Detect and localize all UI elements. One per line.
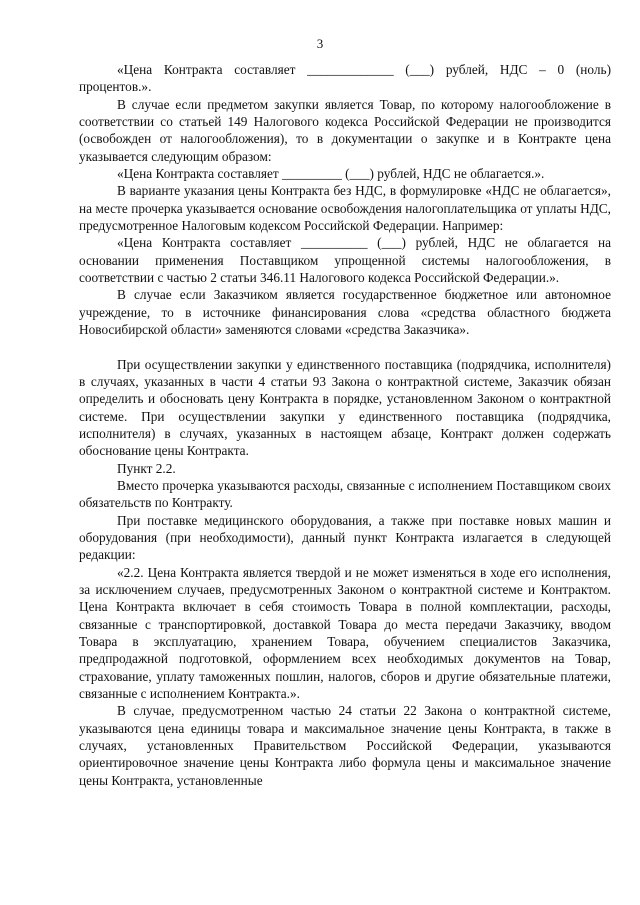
paragraph-tax-exempt-goods: В случае если предметом закупки является Товар, по которому налогообложение в соответствии со статьей 149 Налогового кодекса Российской Федерации не производится (освобожден от налогообложения), то в документации о закупке и в Контракте цена указывается следующим образом:	[79, 96, 611, 164]
paragraph-price-no-vat: «Цена Контракта составляет _________ (___) рублей, НДС не облагается.».	[117, 166, 545, 182]
paragraph-single-supplier: При осуществлении закупки у единственного поставщика (подрядчика, исполнителя) в случаях, указанных в части 4 статьи 93 Закона о контрактной системе, Заказчик обязан определить и обосновать цену Контракта в порядке, установленном Законом о контрактной системе. При осуществлении закупки у единственного поставщика (подрядчика, исполнителя) в случаях, указанных в настоящем абзаце, Контракт должен содержать обоснование цены Контракта.	[79, 356, 611, 459]
paragraph-price-example: «Цена Контракта составляет __________ (___) рублей, НДС не облагается на основании применения Поставщиком упрощенной системы налогообложения, в соответствии с частью 2 статьи 346.11 Налогового кодекса Российской Федерации.».	[79, 235, 611, 286]
document-body	[79, 61, 611, 789]
paragraph-no-vat-basis: В варианте указания цены Контракта без НДС, в формулировке «НДС не облагается», на месте прочерка указывается основание освобождения налогоплательщика от уплаты НДС, предусмотренное Налоговым кодексом Российской Федерации. Например:	[79, 183, 611, 234]
page-number: 3	[316, 36, 324, 51]
paragraph-expenses: Вместо прочерка указываются расходы, связанные с исполнением Поставщиком своих обязательств по Контракту.	[79, 477, 611, 511]
paragraph-clause-2-2: «2.2. Цена Контракта является твердой и не может изменяться в ходе его исполнения, за исключением случаев, предусмотренных Законом о контрактной системе и Контрактом. Цена Контракта включает в себя стоимость Товара в полной комплектации, расходы, связанные с транспортировкой, доставкой Товара до места передачи Заказчику, вводом Товара в эксплуатацию, хранением Товара, обучением специалистов Заказчика, предпродажной подготовкой, оформлением всех необходимых документов на Товар, страхование, уплату таможенных пошлин, налогов, сборов и другие обязательные платежи, связанные с исполнением Контракта.».	[79, 564, 611, 702]
paragraph-clause-heading: Пункт 2.2.	[117, 460, 176, 476]
paragraph-price-zero-vat: «Цена Контракта составляет _____________ (___) рублей, НДС – 0 (ноль) процентов.».	[79, 62, 611, 95]
paragraph-medical-equipment: При поставке медицинского оборудования, а также при поставке новых машин и оборудования (при необходимости), данный пункт Контракта излагается в следующей редакции:	[79, 512, 611, 563]
paragraph-unit-price: В случае, предусмотренном частью 24 статьи 22 Закона о контрактной системе, указываются цена единицы товара и максимальное значение цены Контракта, в также в случаях, установленных Правительством Российской Федерации, указываются ориентировочное значение цены Контракта либо формула цены и максимальное значение цены Контракта, установленные	[79, 703, 611, 788]
paragraph-budget-institution: В случае если Заказчиком является государственное бюджетное или автономное учреждение, то в источнике финансирования слова «средства областного бюджета Новосибирской области» заменяются словами «средства Заказчика».	[79, 287, 611, 338]
